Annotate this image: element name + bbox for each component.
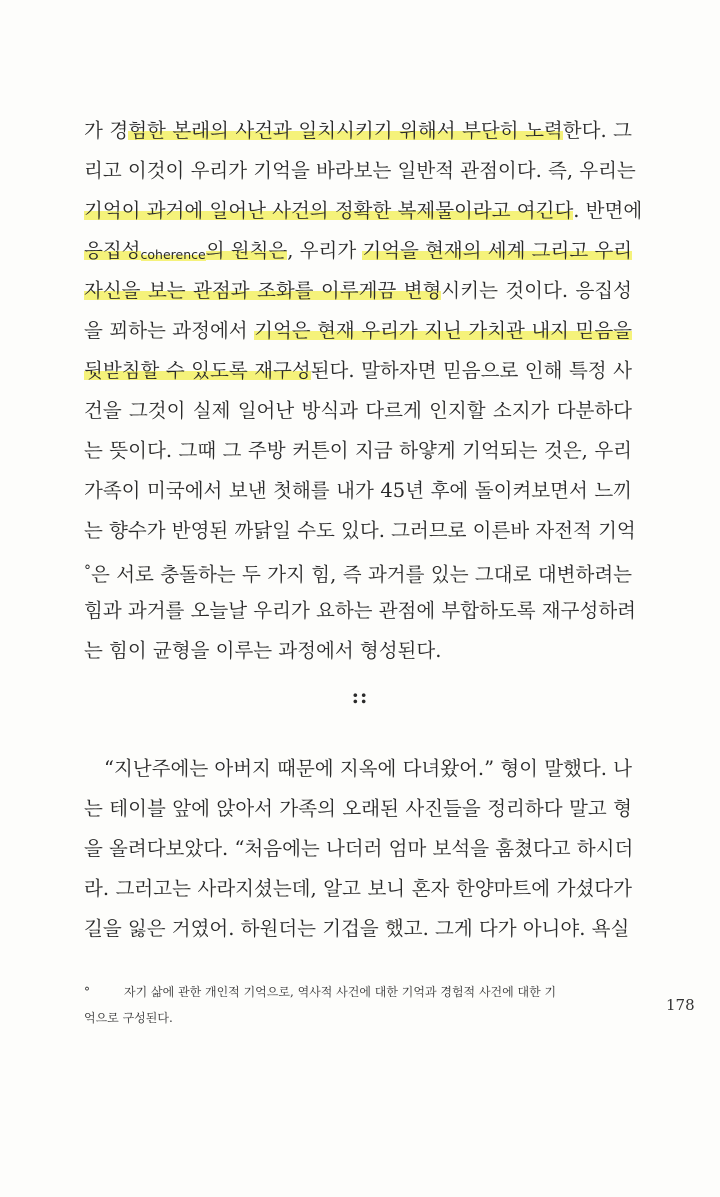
text-segment: 라. 그러고는 사라지셨는데, 알고 보니 혼자 한양마트에 가셨다가 xyxy=(84,877,632,900)
text-line xyxy=(84,111,632,151)
section-separator: :: xyxy=(351,684,369,708)
footnote-reference: ° xyxy=(84,563,91,579)
highlighted-text: 기억을 현재의 세계 그리고 우리 xyxy=(362,239,633,262)
text-segment: , 우리가 xyxy=(287,239,363,262)
text-segment: 을 올려다보았다. “처음에는 나더러 엄마 보석을 훔쳤다고 하시더 xyxy=(84,837,634,860)
highlighted-text: coherence xyxy=(140,247,206,262)
highlighted-text: 응집성 xyxy=(84,239,141,262)
text-segment: 을 꾀하는 과정에서 xyxy=(84,319,255,342)
text-segment: 힘과 과거를 오늘날 우리가 요하는 관점에 부합하도록 재구성하려 xyxy=(84,599,636,622)
page-number: 178 xyxy=(666,996,695,1014)
text-line xyxy=(84,431,632,471)
text-segment: 리고 이것이 우리가 기억을 바라보는 일반적 관점이다. 즉, 우리는 xyxy=(84,159,636,182)
text-line xyxy=(84,909,632,949)
highlighted-text: 기억은 현재 우리가 지닌 가치관 내지 믿음을 xyxy=(254,319,632,342)
text-line xyxy=(84,511,636,551)
text-segment: 는 테이블 앞에 앉아서 가족의 오래된 사진들을 정리하다 말고 형 xyxy=(84,797,632,820)
text-line xyxy=(84,271,632,311)
text-segment: 가 경 xyxy=(84,119,129,142)
text-line xyxy=(84,471,632,511)
text-line xyxy=(84,391,632,431)
footnote-line-2: 억으로 구성된다. xyxy=(84,1011,173,1025)
footnote-marker: ° xyxy=(84,985,90,999)
text-line xyxy=(84,191,643,231)
text-line xyxy=(84,829,632,869)
text-segment: 시키는 것이다. 응집성 xyxy=(441,279,632,302)
text-line xyxy=(84,631,632,671)
text-line xyxy=(84,749,632,789)
text-segment: 한다. 그 xyxy=(562,119,632,142)
text-segment: “지난주에는 아버지 때문에 지옥에 다녀왔어.” 형이 말했다. 나 xyxy=(104,757,632,780)
text-line xyxy=(84,591,636,631)
text-segment: 는 힘이 균형을 이루는 과정에서 형성된다. xyxy=(84,639,442,662)
paragraph-autobiographical-memory xyxy=(84,111,643,671)
text-line xyxy=(84,151,636,191)
text-segment: 가족이 미국에서 보낸 첫해를 내가 45년 후에 돌이켜보면서 느끼 xyxy=(84,479,632,502)
highlighted-text: 뒷받침할 수 있도록 재구성 xyxy=(84,359,311,382)
text-line xyxy=(84,351,632,391)
text-segment: 는 뜻이다. 그때 그 주방 커튼이 지금 하얗게 기억되는 것은, 우리 xyxy=(84,439,632,462)
footnote xyxy=(84,979,632,1031)
text-segment: 건을 그것이 실제 일어난 방식과 다르게 인지할 소지가 다분하다 xyxy=(84,399,632,422)
text-line xyxy=(84,869,632,909)
text-segment: 은 서로 충돌하는 두 가지 힘, 즉 과거를 있는 그대로 대변하려는 xyxy=(91,563,632,586)
text-line xyxy=(84,231,632,271)
text-line xyxy=(84,789,632,829)
text-segment: 된다. 말하자면 믿음으로 인해 특정 사 xyxy=(310,359,632,382)
highlighted-text: 험한 본래의 사건과 일치시키기 위해서 부단히 노력 xyxy=(128,119,563,142)
footnote-line-1 xyxy=(84,979,632,1005)
paragraph-brother-dialogue xyxy=(84,749,632,949)
footnote-text-1: 자기 삶에 관한 개인적 기억으로, 역사적 사건에 대한 기억과 경험적 사건에 대한 기 xyxy=(124,985,557,999)
highlighted-text: 자신을 보는 관점과 조화를 이루게끔 변형 xyxy=(84,279,442,302)
highlighted-text: 기억이 과거에 일어난 사건의 정확한 복제물이라고 여긴다 xyxy=(84,199,574,222)
text-segment: . 반면에 xyxy=(573,199,643,222)
text-segment: 는 향수가 반영된 까닭일 수도 있다. 그러므로 이른바 자전적 기억 xyxy=(84,519,636,542)
text-line xyxy=(84,551,632,591)
text-line xyxy=(84,311,632,351)
highlighted-text: 의 원칙은 xyxy=(205,239,288,262)
text-segment: 길을 잃은 거였어. 하원더는 기겁을 했고. 그게 다가 아니야. 욕실 xyxy=(84,917,630,940)
